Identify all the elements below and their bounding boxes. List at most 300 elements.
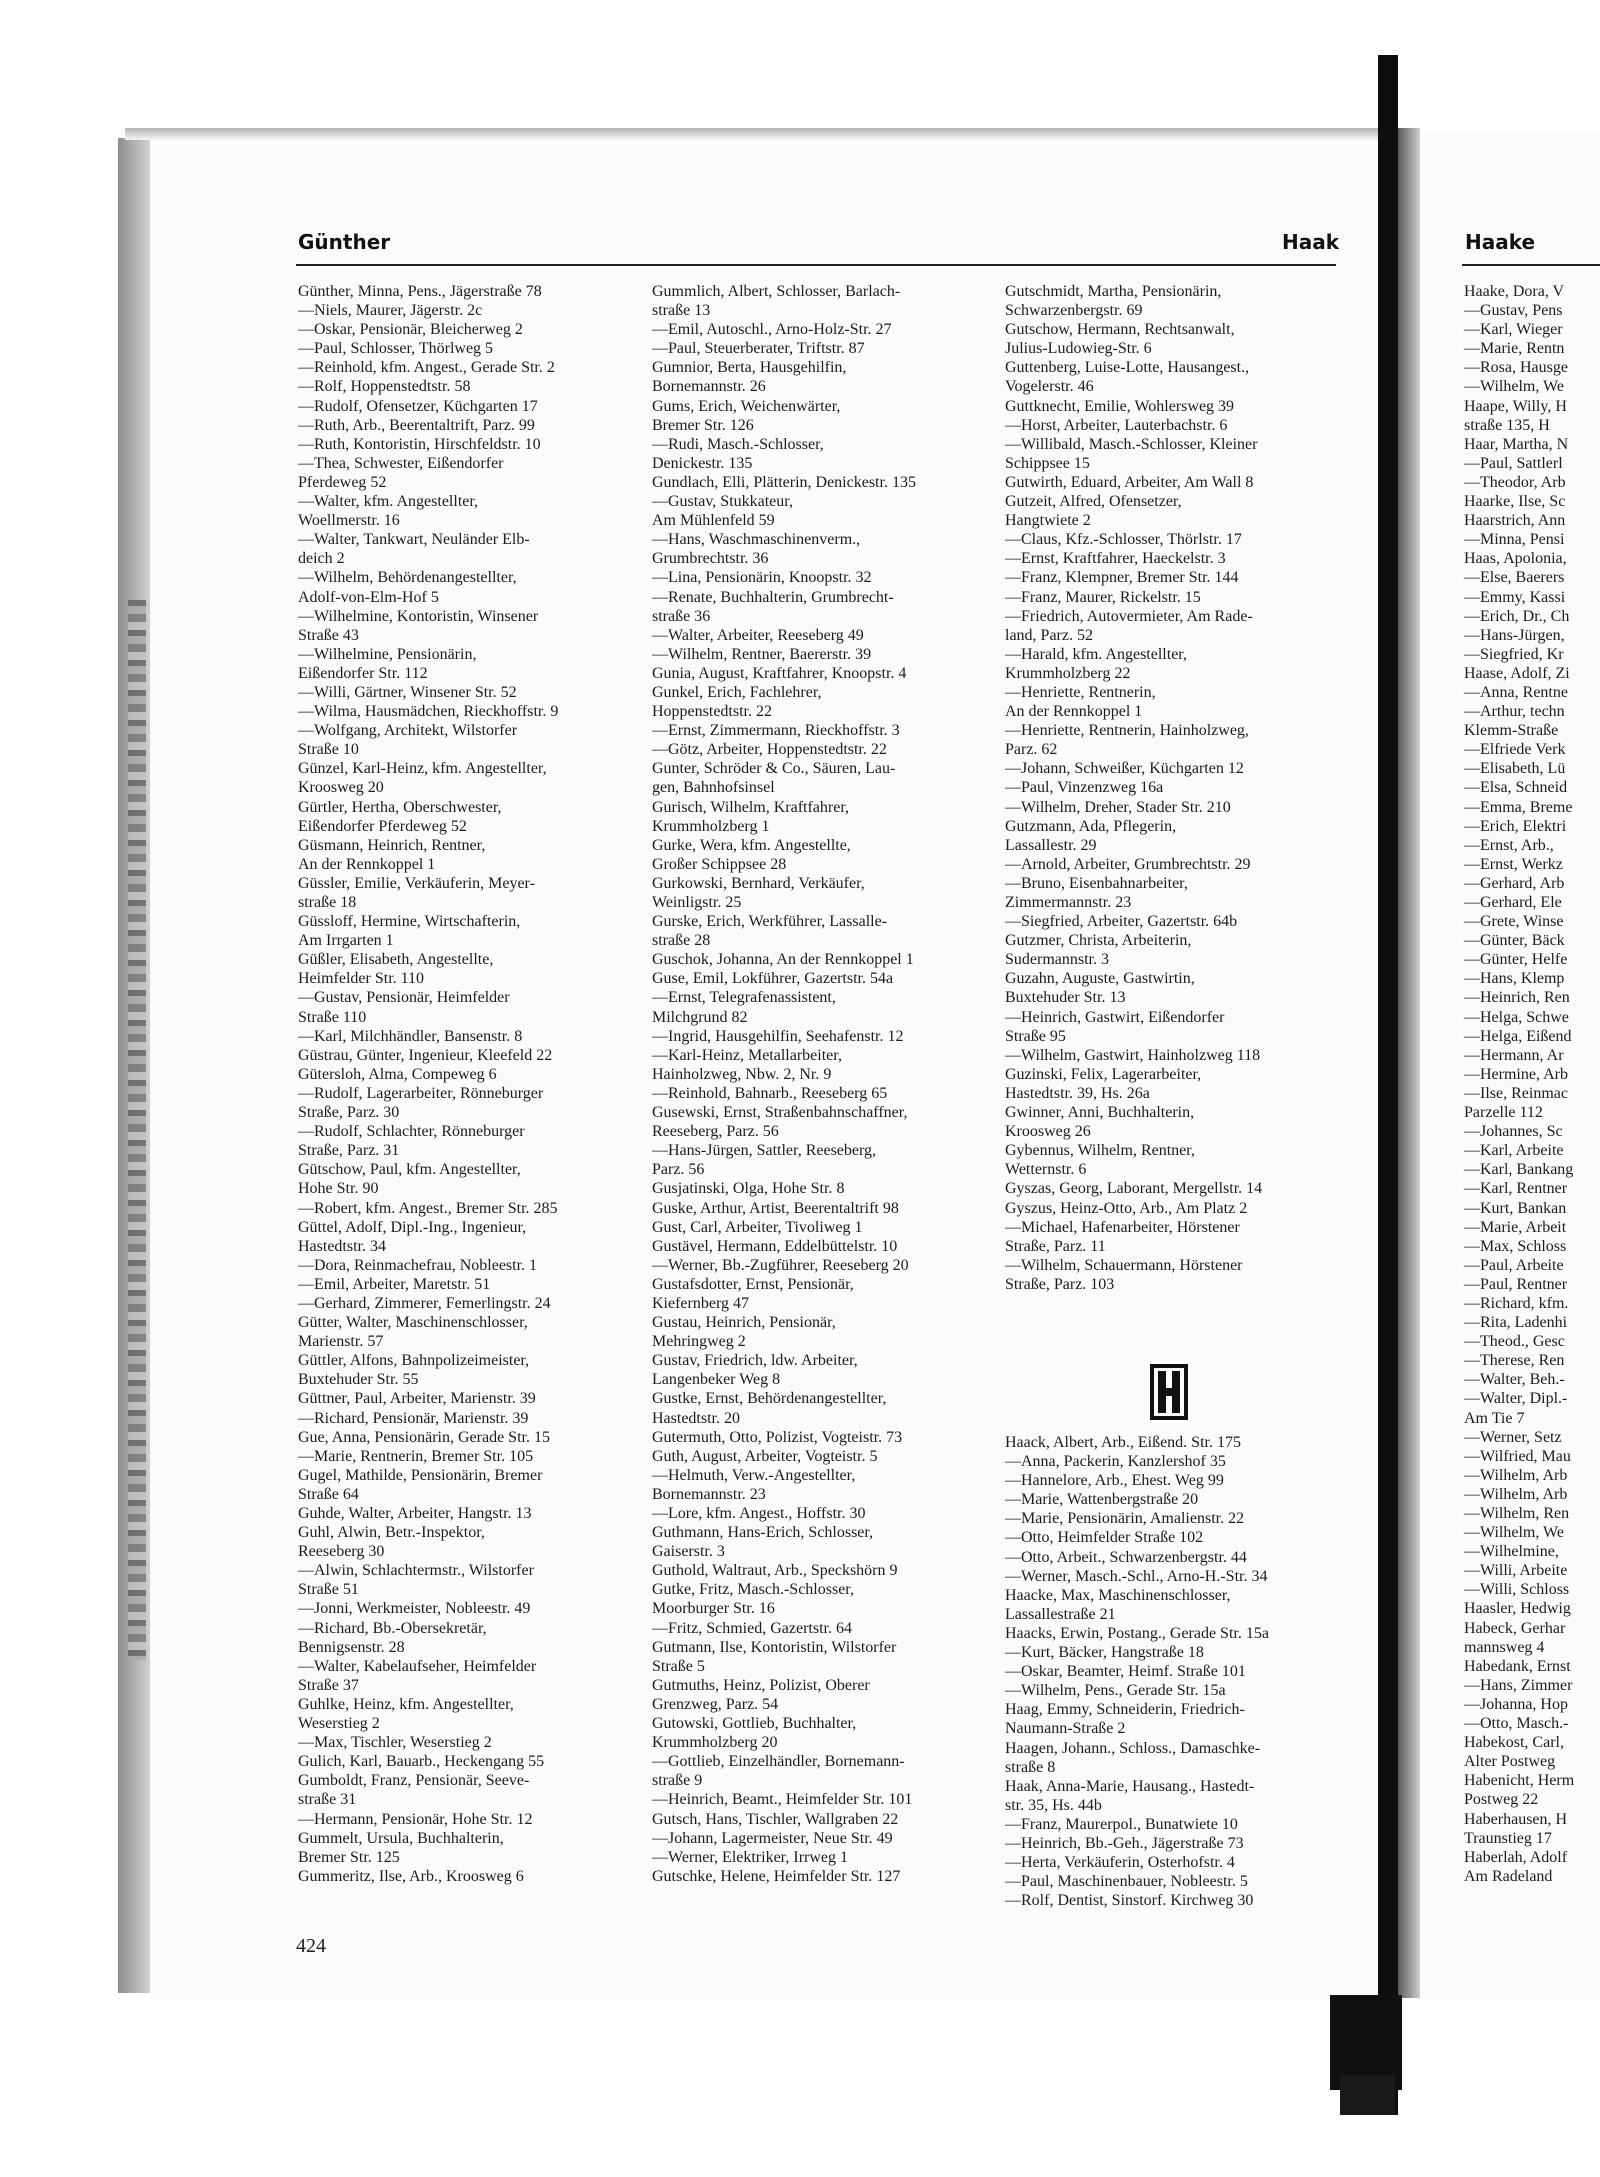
- directory-entry-continuation: Moorburger Str. 16: [652, 1600, 775, 1618]
- directory-entry: Gutzmer, Christa, Arbeiterin,: [1005, 932, 1192, 950]
- directory-entry: —Walter, Dipl.-: [1464, 1390, 1568, 1408]
- directory-entry: —Hans, Waschmaschinenverm.,: [652, 531, 861, 549]
- directory-entry: —Paul, Sattlerl: [1464, 454, 1563, 472]
- directory-entry-continuation: Woellmerstr. 16: [298, 512, 400, 530]
- directory-entry: —Thea, Schwester, Eißendorfer: [298, 454, 504, 472]
- directory-entry-continuation: Großer Schippsee 28: [652, 855, 787, 873]
- directory-entry: —Rosa, Hausge: [1464, 359, 1568, 377]
- directory-entry: —Willibald, Masch.-Schlosser, Kleiner: [1005, 435, 1258, 453]
- page-top-shadow: [125, 128, 1395, 140]
- directory-entry: —Gerhard, Ele: [1464, 894, 1562, 911]
- directory-entry: —Wilhelmine, Kontoristin, Winsener: [298, 607, 539, 625]
- directory-entry: —Emmy, Kassi: [1464, 588, 1566, 606]
- directory-entry: —Niels, Maurer, Jägerstr. 2c: [298, 302, 483, 320]
- directory-entry: —Erich, Elektri: [1464, 817, 1567, 835]
- directory-entry: —Werner, Setz: [1464, 1428, 1562, 1446]
- directory-entry: —Ilse, Reinmac: [1464, 1084, 1568, 1102]
- directory-entry-continuation: straße 36: [652, 607, 711, 625]
- directory-entry-continuation: Lassallestraße 21: [1005, 1605, 1116, 1623]
- directory-entry: —Gustav, Pens: [1464, 302, 1563, 320]
- directory-entry: —Walter, Tankwart, Neuländer Elb-: [298, 531, 530, 549]
- directory-entry: —Theod., Gesc: [1464, 1333, 1565, 1351]
- directory-entry: Haagen, Johann., Schloss., Damaschke-: [1005, 1739, 1261, 1757]
- column-1: [298, 282, 558, 1886]
- directory-entry: —Dora, Reinmachefrau, Nobleestr. 1: [298, 1256, 538, 1274]
- directory-entry: —Claus, Kfz.-Schlosser, Thörlstr. 17: [1005, 531, 1242, 549]
- directory-entry: Gustav, Friedrich, ldw. Arbeiter,: [652, 1352, 858, 1370]
- directory-entry: —Minna, Pensi: [1464, 531, 1565, 549]
- book-gutter: [1378, 55, 1398, 2115]
- directory-entry: —Walter, Beh.-: [1464, 1371, 1565, 1389]
- directory-entry: Haase, Adolf, Zi: [1464, 664, 1570, 682]
- directory-entry: —Gustav, Pensionär, Heimfelder: [298, 989, 510, 1007]
- directory-entry: —Ingrid, Hausgehilfin, Seehafenstr. 12: [652, 1027, 904, 1045]
- directory-entry: —Otto, Arbeit., Schwarzenbergstr. 44: [1005, 1548, 1247, 1566]
- directory-entry: —Willi, Gärtner, Winsener Str. 52: [298, 683, 517, 701]
- directory-entry: Habedank, Ernst: [1464, 1657, 1571, 1675]
- directory-entry-continuation: Straße 10: [298, 741, 359, 759]
- directory-entry: —Paul, Rentner: [1464, 1275, 1568, 1293]
- directory-entry: Gust, Carl, Arbeiter, Tivoliweg 1: [652, 1218, 863, 1236]
- directory-entry: Güstrau, Günter, Ingenieur, Kleefeld 22: [298, 1046, 553, 1064]
- directory-entry-continuation: An der Rennkoppel 1: [298, 855, 436, 873]
- directory-entry: Gustau, Heinrich, Pensionär,: [652, 1314, 836, 1332]
- directory-entry: —Hannelore, Arb., Ehest. Weg 99: [1005, 1472, 1224, 1490]
- directory-entry: —Wilhelm, We: [1464, 378, 1564, 396]
- directory-entry: Gunkel, Erich, Fachlehrer,: [652, 683, 822, 701]
- directory-entry: —Hans, Zimmer: [1464, 1676, 1573, 1694]
- directory-entry: Haasler, Hedwig: [1464, 1600, 1571, 1618]
- directory-entry-continuation: Eißendorfer Pferdeweg 52: [298, 817, 467, 835]
- directory-entry: —Therese, Ren: [1464, 1352, 1565, 1370]
- directory-entry-continuation: land, Parz. 52: [1005, 626, 1093, 644]
- gutter-shadow: [1398, 128, 1420, 1998]
- directory-entry-continuation: Kroosweg 20: [298, 779, 384, 797]
- directory-entry: Gummeritz, Ilse, Arb., Kroosweg 6: [298, 1867, 524, 1885]
- directory-entry: Güssler, Emilie, Verkäuferin, Meyer-: [298, 874, 535, 892]
- directory-entry: —Richard, Bb.-Obersekretär,: [298, 1619, 487, 1637]
- directory-entry: Guthold, Waltraut, Arb., Speckshörn 9: [652, 1562, 898, 1580]
- scan-artifact-lower: [1340, 2075, 1395, 2115]
- directory-entry: —Erich, Dr., Ch: [1464, 607, 1570, 625]
- directory-entry: —Rolf, Dentist, Sinstorf. Kirchweg 30: [1005, 1892, 1254, 1910]
- directory-entry: —Emil, Autoschl., Arno-Holz-Str. 27: [652, 321, 892, 339]
- directory-entry: —Lore, kfm. Angest., Hoffstr. 30: [652, 1505, 866, 1522]
- directory-entry: Gutermuth, Otto, Polizist, Vogteistr. 73: [652, 1428, 903, 1446]
- directory-entry: Güttner, Paul, Arbeiter, Marienstr. 39: [298, 1390, 536, 1408]
- directory-entry-continuation: Straße 110: [298, 1008, 367, 1026]
- directory-entry: —Kurt, Bäcker, Hangstraße 18: [1005, 1644, 1204, 1662]
- directory-entry: —Horst, Arbeiter, Lauterbachstr. 6: [1005, 416, 1228, 434]
- directory-entry: —Franz, Maurerpol., Bunatwiete 10: [1005, 1815, 1238, 1833]
- directory-entry: —Götz, Arbeiter, Hoppenstedtstr. 22: [652, 741, 887, 759]
- directory-entry: —Ruth, Kontoristin, Hirschfeldstr. 10: [298, 435, 541, 453]
- directory-entry: Gyszas, Georg, Laborant, Mergellstr. 14: [1005, 1180, 1263, 1198]
- directory-entry: —Ernst, Zimmermann, Rieckhoffstr. 3: [652, 722, 900, 740]
- directory-entry: Gyszus, Heinz-Otto, Arb., Am Platz 2: [1005, 1199, 1248, 1217]
- directory-entry: Haack, Albert, Arb., Eißend. Str. 175: [1005, 1434, 1241, 1451]
- directory-entry: —Willi, Schloss: [1464, 1581, 1570, 1599]
- directory-entry-continuation: Bennigsenstr. 28: [298, 1638, 405, 1656]
- directory-entry-continuation: deich 2: [298, 550, 345, 568]
- directory-entry: Gurke, Wera, kfm. Angestellte,: [652, 836, 851, 854]
- directory-entry: —Reinhold, Bahnarb., Reeseberg 65: [652, 1084, 888, 1102]
- directory-entry: Gulich, Karl, Bauarb., Heckengang 55: [298, 1753, 545, 1771]
- directory-entry: —Gerhard, Arb: [1464, 874, 1565, 892]
- directory-entry: —Marie, Wattenbergstraße 20: [1005, 1491, 1199, 1509]
- directory-entry-continuation: Hohe Str. 90: [298, 1180, 379, 1198]
- directory-entry-continuation: Julius-Ludowieg-Str. 6: [1005, 340, 1152, 358]
- directory-entry: Gutmuths, Heinz, Polizist, Oberer: [652, 1676, 870, 1694]
- directory-entry: —Otto, Masch.-: [1464, 1715, 1569, 1733]
- directory-entry: —Wilma, Hausmädchen, Rieckhoffstr. 9: [298, 703, 559, 721]
- directory-entry: Haar, Martha, N: [1464, 435, 1569, 453]
- directory-entry-continuation: Hastedtstr. 39, Hs. 26a: [1005, 1084, 1150, 1102]
- section-letter-h: [1150, 1364, 1188, 1420]
- directory-entry: Gusjatinski, Olga, Hohe Str. 8: [652, 1180, 845, 1198]
- directory-entry: —Hans-Jürgen, Sattler, Reeseberg,: [652, 1142, 877, 1160]
- directory-entry-continuation: Langenbeker Weg 8: [652, 1371, 781, 1389]
- directory-entry-continuation: Grenzweg, Parz. 54: [652, 1695, 779, 1713]
- directory-entry: —Werner, Masch.-Schl., Arno-H.-Str. 34: [1005, 1567, 1268, 1585]
- directory-entry: Haak, Anna-Marie, Hausang., Hastedt-: [1005, 1777, 1255, 1795]
- directory-entry-continuation: Krummholzberg 1: [652, 817, 770, 835]
- directory-entry: —Else, Baerers: [1464, 569, 1565, 587]
- directory-entry: Guske, Arthur, Artist, Beerentaltrift 98: [652, 1199, 899, 1217]
- directory-entry-continuation: Buxtehuder Str. 13: [1005, 989, 1126, 1007]
- directory-entry: —Franz, Maurer, Rickelstr. 15: [1005, 588, 1201, 606]
- directory-entry: —Wilhelm, Rentner, Baererstr. 39: [652, 645, 872, 663]
- directory-entry: —Walter, kfm. Angestellter,: [298, 493, 479, 511]
- directory-entry: Gusewski, Ernst, Straßenbahnschaffner,: [652, 1104, 908, 1122]
- directory-entry: Haake, Dora, V: [1464, 283, 1565, 300]
- directory-entry: Gunia, August, Kraftfahrer, Knoopstr. 4: [652, 664, 907, 682]
- directory-entry: Gutschke, Helene, Heimfelder Str. 127: [652, 1867, 901, 1885]
- directory-entry-continuation: Am Irrgarten 1: [298, 932, 394, 950]
- directory-entry-continuation: Vogelerstr. 46: [1005, 378, 1094, 396]
- directory-entry: —Paul, Maschinenbauer, Nobleestr. 5: [1005, 1873, 1248, 1891]
- directory-entry: —Arnold, Arbeiter, Grumbrechtstr. 29: [1005, 855, 1251, 873]
- directory-entry-continuation: Eißendorfer Str. 112: [298, 664, 428, 682]
- directory-entry: —Wilhelm, Arb: [1464, 1485, 1568, 1503]
- directory-entry: —Siegfried, Kr: [1464, 645, 1564, 663]
- directory-entry: Habenicht, Herm: [1464, 1772, 1575, 1790]
- directory-entry-continuation: Straße 95: [1005, 1027, 1066, 1045]
- directory-entry: Haarstrich, Ann: [1464, 512, 1566, 530]
- directory-entry-continuation: Klemm-Straße: [1464, 722, 1559, 740]
- directory-entry: —Wilhelm, We: [1464, 1524, 1564, 1542]
- directory-entry-continuation: Krummholzberg 20: [652, 1734, 778, 1752]
- directory-entry-continuation: Am Mühlenfeld 59: [652, 512, 775, 530]
- directory-entry: Gütter, Walter, Maschinenschlosser,: [298, 1314, 528, 1332]
- directory-entry: —Helga, Eißend: [1464, 1027, 1572, 1045]
- directory-entry: —Ruth, Arb., Beerentaltrift, Parz. 99: [298, 416, 535, 434]
- directory-entry: Gugel, Mathilde, Pensionärin, Bremer: [298, 1466, 543, 1484]
- directory-entry: Gue, Anna, Pensionärin, Gerade Str. 15: [298, 1428, 550, 1446]
- directory-entry: —Alwin, Schlachtermstr., Wilstorfer: [298, 1562, 534, 1580]
- directory-entry-continuation: Mehringweg 2: [652, 1333, 746, 1351]
- directory-entry: —Wilhelm, Arb: [1464, 1466, 1568, 1484]
- directory-entry: —Johanna, Hop: [1464, 1695, 1568, 1713]
- directory-entry: —Gustav, Stukkateur,: [652, 493, 793, 511]
- directory-entry: —Rolf, Hoppenstedtstr. 58: [298, 378, 471, 396]
- directory-entry: —Helmuth, Verw.-Angestellter,: [652, 1466, 856, 1484]
- directory-entry: Gutzeit, Alfred, Ofensetzer,: [1005, 493, 1182, 511]
- directory-entry: —Marie, Rentnerin, Bremer Str. 105: [298, 1447, 534, 1465]
- directory-entry-continuation: Pferdeweg 52: [298, 473, 387, 491]
- directory-entry: —Heinrich, Gastwirt, Eißendorfer: [1005, 1008, 1225, 1026]
- directory-entry-continuation: Adolf-von-Elm-Hof 5: [298, 588, 439, 606]
- directory-entry: Gutke, Fritz, Masch.-Schlosser,: [652, 1581, 854, 1599]
- column-3-h-section: [1005, 1433, 1269, 1910]
- directory-entry: —Heinrich, Bb.-Geh., Jägerstraße 73: [1005, 1834, 1244, 1852]
- directory-entry: —Lina, Pensionärin, Knoopstr. 32: [652, 569, 872, 587]
- directory-entry: Gummlich, Albert, Schlosser, Barlach-: [652, 283, 901, 300]
- directory-entry: Gustafsdotter, Ernst, Pensionär,: [652, 1275, 854, 1293]
- directory-entry: —Karl, Wieger: [1464, 321, 1563, 339]
- directory-entry: Haacke, Max, Maschinenschlosser,: [1005, 1586, 1231, 1604]
- directory-entry-continuation: Weserstieg 2: [298, 1715, 380, 1733]
- directory-entry-continuation: Wetternstr. 6: [1005, 1161, 1087, 1179]
- directory-entry-continuation: straße 18: [298, 894, 357, 911]
- directory-entry: —Renate, Buchhalterin, Grumbrecht-: [652, 588, 894, 606]
- directory-entry: —Wilhelm, Behördenangestellter,: [298, 569, 517, 587]
- directory-entry-continuation: Milchgrund 82: [652, 1008, 748, 1026]
- directory-entry: —Wilhelm, Schauermann, Hörstener: [1005, 1256, 1243, 1274]
- directory-entry: —Rudi, Masch.-Schlosser,: [652, 435, 824, 453]
- directory-entry: —Walter, Kabelaufseher, Heimfelder: [298, 1657, 537, 1675]
- directory-entry-continuation: Bremer Str. 125: [298, 1848, 400, 1866]
- directory-entry: —Elsa, Schneid: [1464, 779, 1568, 797]
- directory-entry: —Wilhelm, Pens., Gerade Str. 15a: [1005, 1682, 1226, 1700]
- directory-entry: —Willi, Arbeite: [1464, 1562, 1568, 1580]
- directory-entry-continuation: Grumbrechtstr. 36: [652, 550, 769, 568]
- directory-entry: —Henriette, Rentnerin, Hainholzweg,: [1005, 722, 1249, 740]
- header-rule-right: [1462, 264, 1600, 266]
- directory-entry-continuation: Straße 5: [652, 1657, 705, 1675]
- directory-entry-continuation: Hainholzweg, Nbw. 2, Nr. 9: [652, 1065, 832, 1083]
- column-2: [652, 282, 916, 1886]
- directory-entry: —Robert, kfm. Angest., Bremer Str. 285: [298, 1199, 558, 1217]
- directory-entry: Haberhausen, H: [1464, 1810, 1568, 1828]
- directory-entry: Haape, Willy, H: [1464, 397, 1567, 415]
- directory-entry-continuation: Hangtwiete 2: [1005, 512, 1091, 530]
- directory-entry: —Rudolf, Schlachter, Rönneburger: [298, 1123, 525, 1141]
- directory-entry-continuation: Straße, Parz. 30: [298, 1104, 400, 1122]
- directory-entry: Gummelt, Ursula, Buchhalterin,: [298, 1829, 504, 1847]
- column-4-partial: [1464, 282, 1574, 1886]
- directory-entry: Gutwirth, Eduard, Arbeiter, Am Wall 8: [1005, 473, 1254, 491]
- directory-entry: Haacks, Erwin, Postang., Gerade Str. 15a: [1005, 1624, 1269, 1642]
- directory-entry: Haberlah, Adolf: [1464, 1848, 1568, 1866]
- directory-entry-continuation: straße 28: [652, 932, 711, 950]
- directory-entry: Gütersloh, Alma, Compeweg 6: [298, 1065, 497, 1083]
- directory-entry: —Hermann, Ar: [1464, 1046, 1564, 1064]
- directory-entry: Guzinski, Felix, Lagerarbeiter,: [1005, 1065, 1202, 1083]
- directory-entry: Guth, August, Arbeiter, Vogteistr. 5: [652, 1447, 878, 1465]
- directory-entry-continuation: straße 13: [652, 302, 711, 320]
- directory-entry-continuation: Sudermannstr. 3: [1005, 951, 1109, 969]
- directory-entry: —Gerhard, Zimmerer, Femerlingstr. 24: [298, 1294, 551, 1312]
- directory-entry: —Wilhelmine,: [1464, 1543, 1559, 1561]
- directory-entry-continuation: Heimfelder Str. 110: [298, 970, 425, 988]
- directory-entry-continuation: Zimmermannstr. 23: [1005, 894, 1132, 911]
- directory-entry: —Heinrich, Ren: [1464, 989, 1570, 1007]
- directory-entry-continuation: An der Rennkoppel 1: [1005, 703, 1143, 721]
- directory-entry: —Fritz, Schmied, Gazertstr. 64: [652, 1619, 852, 1637]
- directory-entry: Gutzmann, Ada, Pflegerin,: [1005, 817, 1177, 835]
- directory-entry: Gums, Erich, Weichenwärter,: [652, 397, 841, 415]
- directory-entry-continuation: Bornemannstr. 26: [652, 378, 766, 396]
- directory-entry: —Hermine, Arb: [1464, 1065, 1568, 1083]
- directory-entry: Guthmann, Hans-Erich, Schlosser,: [652, 1524, 874, 1542]
- directory-entry: Gunter, Schröder & Co., Säuren, Lau-: [652, 760, 896, 778]
- column-3: [1005, 282, 1262, 1294]
- directory-entry: —Elfriede Verk: [1464, 741, 1566, 759]
- directory-entry-continuation: str. 35, Hs. 44b: [1005, 1796, 1102, 1814]
- directory-entry: Gutowski, Gottlieb, Buchhalter,: [652, 1715, 857, 1733]
- directory-entry: —Günter, Bäck: [1464, 932, 1565, 950]
- directory-entry: —Günter, Helfe: [1464, 951, 1568, 969]
- directory-entry: —Paul, Schlosser, Thörlweg 5: [298, 340, 494, 358]
- directory-entry: —Karl, Arbeite: [1464, 1142, 1564, 1160]
- directory-entry-continuation: Alter Postweg: [1464, 1753, 1556, 1771]
- directory-entry: —Oskar, Beamter, Heimf. Straße 101: [1005, 1663, 1246, 1681]
- directory-entry: —Hermann, Pensionär, Hohe Str. 12: [298, 1810, 533, 1828]
- directory-entry-continuation: Straße, Parz. 103: [1005, 1275, 1115, 1293]
- directory-entry-continuation: Reeseberg, Parz. 56: [652, 1123, 779, 1141]
- directory-entry: —Johann, Schweißer, Küchgarten 12: [1005, 760, 1244, 778]
- directory-entry: —Wilhelm, Dreher, Stader Str. 210: [1005, 798, 1231, 816]
- directory-entry: —Werner, Elektriker, Irrweg 1: [652, 1848, 849, 1866]
- directory-entry: —Ernst, Telegrafenassistent,: [652, 989, 836, 1007]
- directory-entry: —Karl, Rentner: [1464, 1180, 1568, 1198]
- directory-entry: Güttler, Alfons, Bahnpolizeimeister,: [298, 1352, 530, 1370]
- directory-entry-continuation: Straße, Parz. 31: [298, 1142, 400, 1160]
- directory-entry: Gybennus, Wilhelm, Rentner,: [1005, 1142, 1195, 1160]
- directory-entry-continuation: Straße 43: [298, 626, 359, 644]
- directory-entry-continuation: Reeseberg 30: [298, 1543, 385, 1561]
- directory-entry: —Oskar, Pensionär, Bleicherweg 2: [298, 321, 523, 339]
- directory-entry: —Johann, Lagermeister, Neue Str. 49: [652, 1829, 893, 1847]
- directory-entry: —Wilhelmine, Pensionärin,: [298, 645, 477, 663]
- directory-entry: Haas, Apolonia,: [1464, 550, 1567, 568]
- directory-entry: —Jonni, Werkmeister, Nobleestr. 49: [298, 1600, 531, 1618]
- directory-entry-continuation: Naumann-Straße 2: [1005, 1720, 1126, 1738]
- directory-entry-continuation: Denickestr. 135: [652, 454, 753, 472]
- directory-entry-continuation: Buxtehuder Str. 55: [298, 1371, 419, 1389]
- directory-entry-continuation: Schippsee 15: [1005, 454, 1090, 472]
- directory-entry: —Karl, Bankang: [1464, 1161, 1574, 1179]
- directory-entry: —Bruno, Eisenbahnarbeiter,: [1005, 874, 1188, 892]
- directory-entry: —Johannes, Sc: [1464, 1123, 1563, 1141]
- directory-entry: —Marie, Rentn: [1464, 340, 1565, 358]
- directory-entry: —Grete, Winse: [1464, 913, 1564, 931]
- directory-entry: —Elisabeth, Lü: [1464, 760, 1566, 778]
- directory-entry: —Marie, Arbeit: [1464, 1218, 1567, 1236]
- directory-entry: —Franz, Klempner, Bremer Str. 144: [1005, 569, 1239, 587]
- directory-entry: Gurkowski, Bernhard, Verkäufer,: [652, 874, 865, 892]
- directory-entry: —Wolfgang, Architekt, Wilstorfer: [298, 722, 518, 740]
- section-letter-h-glyph: [1150, 1364, 1188, 1420]
- directory-entry-continuation: straße 8: [1005, 1758, 1056, 1776]
- directory-entry-continuation: Parzelle 112: [1464, 1104, 1543, 1122]
- directory-entry: —Helga, Schwe: [1464, 1008, 1569, 1026]
- directory-entry: —Ernst, Arb.,: [1464, 836, 1554, 854]
- directory-entry-continuation: Kiefernberg 47: [652, 1294, 749, 1312]
- directory-entry: Gundlach, Elli, Plätterin, Denickestr. 135: [652, 473, 916, 491]
- directory-entry-continuation: Hoppenstedtstr. 22: [652, 703, 772, 721]
- directory-entry: Habekost, Carl,: [1464, 1734, 1564, 1752]
- directory-entry-continuation: Kroosweg 26: [1005, 1123, 1091, 1141]
- directory-entry: Güsmann, Heinrich, Rentner,: [298, 836, 486, 854]
- directory-entry-continuation: Lassallestr. 29: [1005, 836, 1097, 854]
- directory-entry: —Max, Schloss: [1464, 1237, 1567, 1255]
- page-number: 424: [296, 1935, 326, 1957]
- directory-entry: —Ernst, Kraftfahrer, Haeckelstr. 3: [1005, 550, 1226, 568]
- directory-entry: —Friedrich, Autovermieter, Am Rade-: [1005, 607, 1253, 625]
- directory-entry: Güssloff, Hermine, Wirtschafterin,: [298, 913, 521, 931]
- directory-entry: Guttknecht, Emilie, Wohlersweg 39: [1005, 397, 1235, 415]
- directory-entry-continuation: Hastedtstr. 20: [652, 1409, 740, 1427]
- directory-entry: —Otto, Heimfelder Straße 102: [1005, 1529, 1204, 1547]
- directory-entry: Gurske, Erich, Werkführer, Lassalle-: [652, 913, 888, 931]
- directory-entry-continuation: Straße, Parz. 11: [1005, 1237, 1106, 1255]
- directory-entry: —Kurt, Bankan: [1464, 1199, 1567, 1217]
- directory-entry: —Anna, Packerin, Kanzlershof 35: [1005, 1453, 1226, 1471]
- directory-entry: —Richard, kfm.: [1464, 1294, 1569, 1312]
- directory-entry: Gumnior, Berta, Hausgehilfin,: [652, 359, 847, 377]
- directory-entry-continuation: gen, Bahnhofsinsel: [652, 779, 775, 797]
- directory-entry: —Marie, Pensionärin, Amalienstr. 22: [1005, 1510, 1245, 1528]
- directory-entry: —Emil, Arbeiter, Maretstr. 51: [298, 1275, 491, 1293]
- directory-entry: —Ernst, Werkz: [1464, 855, 1563, 873]
- directory-entry: —Wilfried, Mau: [1464, 1447, 1571, 1465]
- directory-entry-continuation: straße 135, H: [1464, 416, 1550, 434]
- directory-entry: Gurisch, Wilhelm, Kraftfahrer,: [652, 798, 850, 816]
- directory-entry-continuation: Hastedtstr. 34: [298, 1237, 386, 1255]
- directory-entry: —Herta, Verkäuferin, Osterhofstr. 4: [1005, 1854, 1235, 1872]
- directory-entry: Guhde, Walter, Arbeiter, Hangstr. 13: [298, 1505, 532, 1522]
- directory-entry-continuation: Schwarzenbergstr. 69: [1005, 302, 1143, 320]
- directory-entry: —Wilhelm, Ren: [1464, 1505, 1570, 1522]
- directory-entry: Guzahn, Auguste, Gastwirtin,: [1005, 970, 1195, 988]
- directory-entry: Guttenberg, Luise-Lotte, Hausangest.,: [1005, 359, 1250, 377]
- directory-entry: —Rudolf, Lagerarbeiter, Rönneburger: [298, 1084, 544, 1102]
- directory-entry: Gutmann, Ilse, Kontoristin, Wilstorfer: [652, 1638, 897, 1656]
- directory-entry: Gustke, Ernst, Behördenangestellter,: [652, 1390, 887, 1408]
- directory-entry: —Walter, Arbeiter, Reeseberg 49: [652, 626, 864, 644]
- directory-entry-continuation: Straße 37: [298, 1676, 359, 1694]
- directory-entry-continuation: Weinligstr. 25: [652, 894, 742, 911]
- directory-entry: —Paul, Arbeite: [1464, 1256, 1564, 1274]
- directory-entry: Güttel, Adolf, Dipl.-Ing., Ingenieur,: [298, 1218, 527, 1236]
- directory-entry: —Henriette, Rentnerin,: [1005, 683, 1156, 701]
- directory-entry: —Emma, Breme: [1464, 798, 1573, 816]
- directory-entry-continuation: mannsweg 4: [1464, 1638, 1545, 1656]
- directory-entry: —Paul, Steuerberater, Triftstr. 87: [652, 340, 865, 358]
- directory-entry: —Karl-Heinz, Metallarbeiter,: [652, 1046, 842, 1064]
- directory-entry-continuation: Parz. 56: [652, 1161, 705, 1179]
- directory-entry: Guse, Emil, Lokführer, Gazertstr. 54a: [652, 970, 894, 988]
- directory-entry: Gwinner, Anni, Buchhalterin,: [1005, 1104, 1195, 1122]
- directory-entry-continuation: Marienstr. 57: [298, 1333, 384, 1351]
- directory-entry: —Anna, Rentne: [1464, 683, 1568, 701]
- directory-entry-continuation: Straße 51: [298, 1581, 359, 1599]
- directory-entry: —Max, Tischler, Weserstieg 2: [298, 1734, 492, 1752]
- directory-entry-continuation: Postweg 22: [1464, 1791, 1539, 1809]
- directory-entry: —Karl, Milchhändler, Bansenstr. 8: [298, 1027, 523, 1045]
